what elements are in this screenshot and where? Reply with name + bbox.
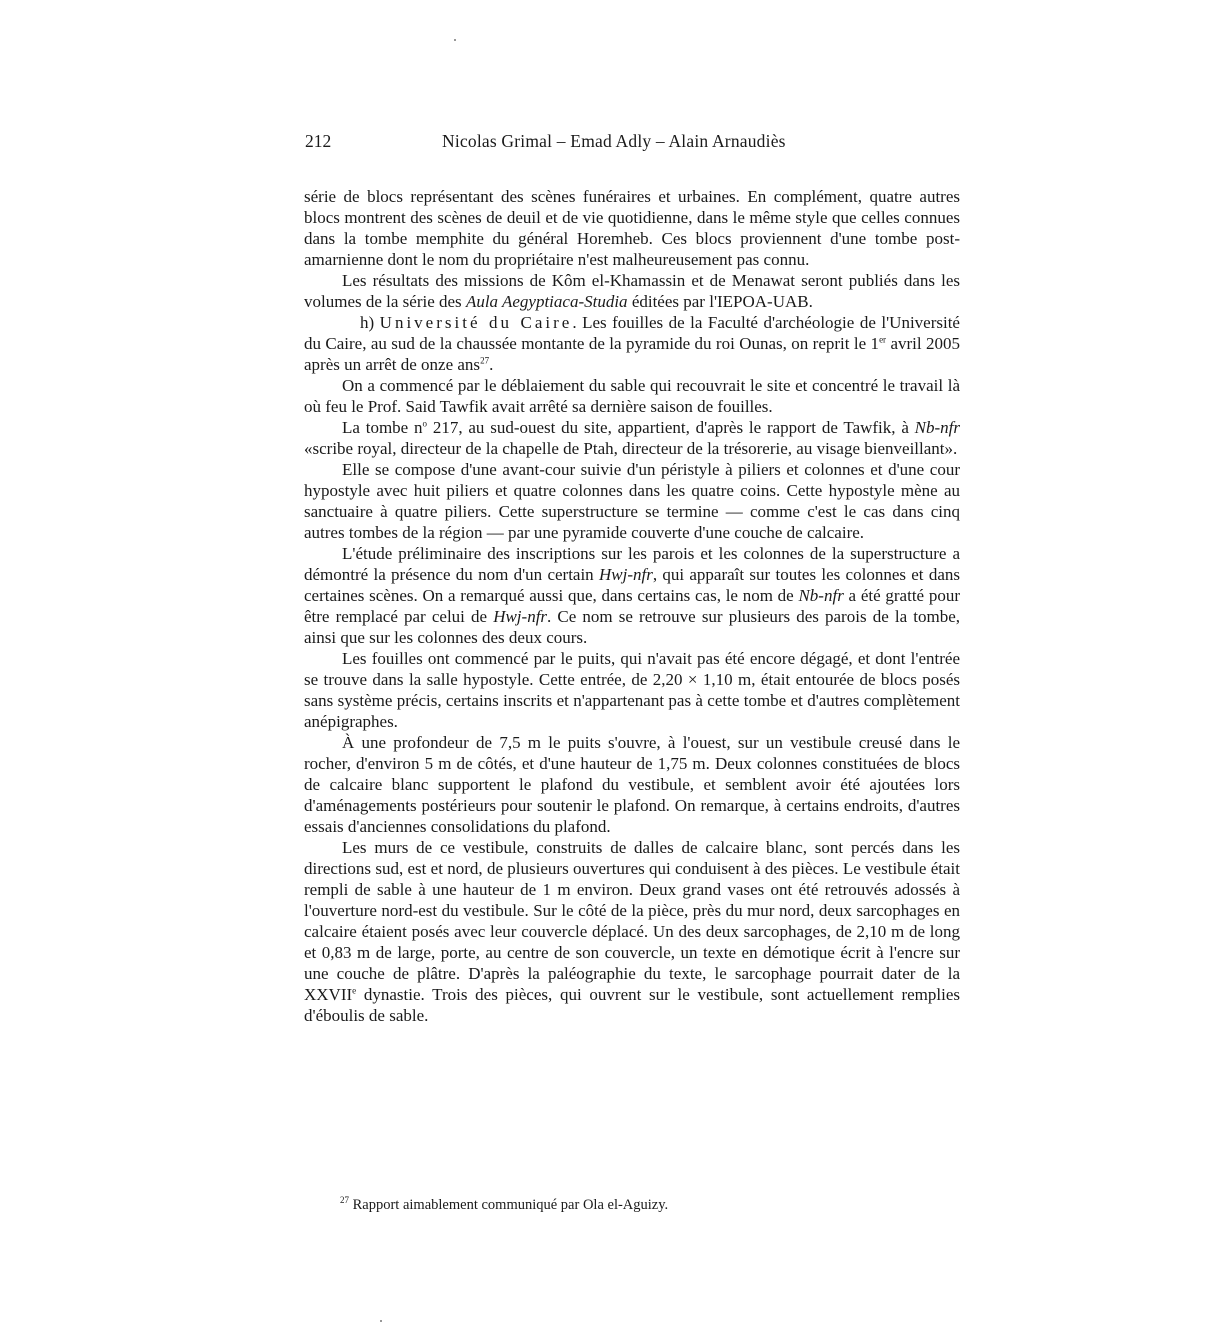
paragraph: On a commencé par le déblaiement du sable qui recouvrait le site et concentré le travail là où feu le Prof. Said Tawfik avait arrêté sa dernière saison de fouilles. (304, 376, 960, 416)
paragraph: Elle se compose d'une avant-cour suivie d'un péristyle à piliers et colonnes et d'une cour hypostyle avec huit piliers et quatre colonnes dans les quatre coins. Cette hypostyle mène au sanctuaire à quatre piliers. Cette superstructure se termine — comme c'est le cas dans cinq autres tombes de la région — par une pyramide couverte d'une couche de calcaire. (304, 460, 960, 542)
paragraph: Les murs de ce vestibule, construits de dalles de calcaire blanc, sont percés dans les directions sud, est et nord, de plusieurs ouvertures qui conduisent à des pièces. Le vestibule était rempli de sable à une hauteur de 1 m environ. Deux grand vases ont été retrouvés adossés à l'ouverture nord-est du vestibule. Sur le côté de la pièce, près du mur nord, deux sarcophages en calcaire étaient posés avec leur couvercle déplacé. Un des deux sarcophages, de 2,10 m de long et 0,83 m de large, porte, au centre de son couvercle, un texte en démotique écrit à l'encre sur une couche de plâtre. D'après la paléographie du texte, le sarcophage pourrait dater de la XXVIIe dynastie. Trois des pièces, qui ouvrent sur le vestibule, sont actuellement remplies d'éboulis de sable. (304, 838, 960, 1025)
body-text (304, 186, 960, 1026)
running-head-authors: Nicolas Grimal – Emad Adly – Alain Arnaudiès (442, 131, 786, 151)
paragraph: L'étude préliminaire des inscriptions sur les parois et les colonnes de la superstructure a démontré la présence du nom d'un certain Hwj-nfr, qui apparaît sur toutes les colonnes et dans certaines scènes. On a remarqué aussi que, dans certains cas, le nom de Nb-nfr a été gratté pour être remplacé par celui de Hwj-nfr. Ce nom se retrouve sur plusieurs des parois de la tombe, ainsi que sur les colonnes des deux cours. (304, 544, 960, 647)
paragraph: série de blocs représentant des scènes funéraires et urbaines. En complément, quatre autres blocs montrent des scènes de deuil et de vie quotidienne, dans le même style que celles connues dans la tombe memphite du général Horemheb. Ces blocs proviennent d'une tombe post-amarnienne dont le nom du propriétaire n'est malheureusement pas connu. (304, 187, 960, 269)
scan-speck (454, 39, 456, 41)
paragraph: Les résultats des missions de Kôm el-Khamassin et de Menawat seront publiés dans les volumes de la série des Aula Aegyptiaca-Studia éditées par l'IEPOA-UAB. (304, 271, 960, 311)
page-number: 212 (305, 131, 332, 151)
section-heading-inline: Université du Caire (379, 313, 573, 332)
footnote-number: 27 (340, 1195, 349, 1206)
footnote-reference: 27 (480, 355, 490, 366)
paragraph: h) Université du Caire. Les fouilles de la Faculté d'archéologie de l'Université du Caire, au sud de la chaussée montante de la pyramide du roi Ounas, on reprit le 1er avril 2005 après un arrêt de onze ans$^{27}$. (304, 313, 961, 374)
paragraph: La tombe $n^o$ 217, au sud-ouest du site, appartient, d'après le rapport de Tawfik, à Nb-nfr «scribe royal, directeur de la chapelle de Ptah, directeur de la trésorerie, au visage bienveillant». (304, 418, 961, 458)
paragraph: Les fouilles ont commencé par le puits, qui n'avait pas été encore dégagé, et dont l'entrée se trouve dans la salle hypostyle. Cette entrée, de 2,20 × 1,10 m, était entourée de blocs posés sans système précis, certains inscrits et n'appartenant pas à cette tombe et d'autres complètement anépigraphes. (304, 649, 960, 731)
paragraph: À une profondeur de 7,5 m le puits s'ouvre, à l'ouest, sur un vestibule creusé dans le rocher, d'environ 5 m de côtés, et d'une hauteur de 1,75 m. Deux colonnes constituées de blocs de calcaire blanc supportent le plafond du vestibule, et semblent avoir été ajoutées lors d'aménagements postérieurs pour soutenir le plafond. On remarque, à certains endroits, d'autres essais d'anciennes consolidations du plafond. (304, 733, 960, 836)
footnote-text: Rapport aimablement communiqué par Ola el-Aguizy. (349, 1197, 669, 1213)
footnote (340, 1197, 668, 1214)
scan-speck (380, 1320, 382, 1322)
